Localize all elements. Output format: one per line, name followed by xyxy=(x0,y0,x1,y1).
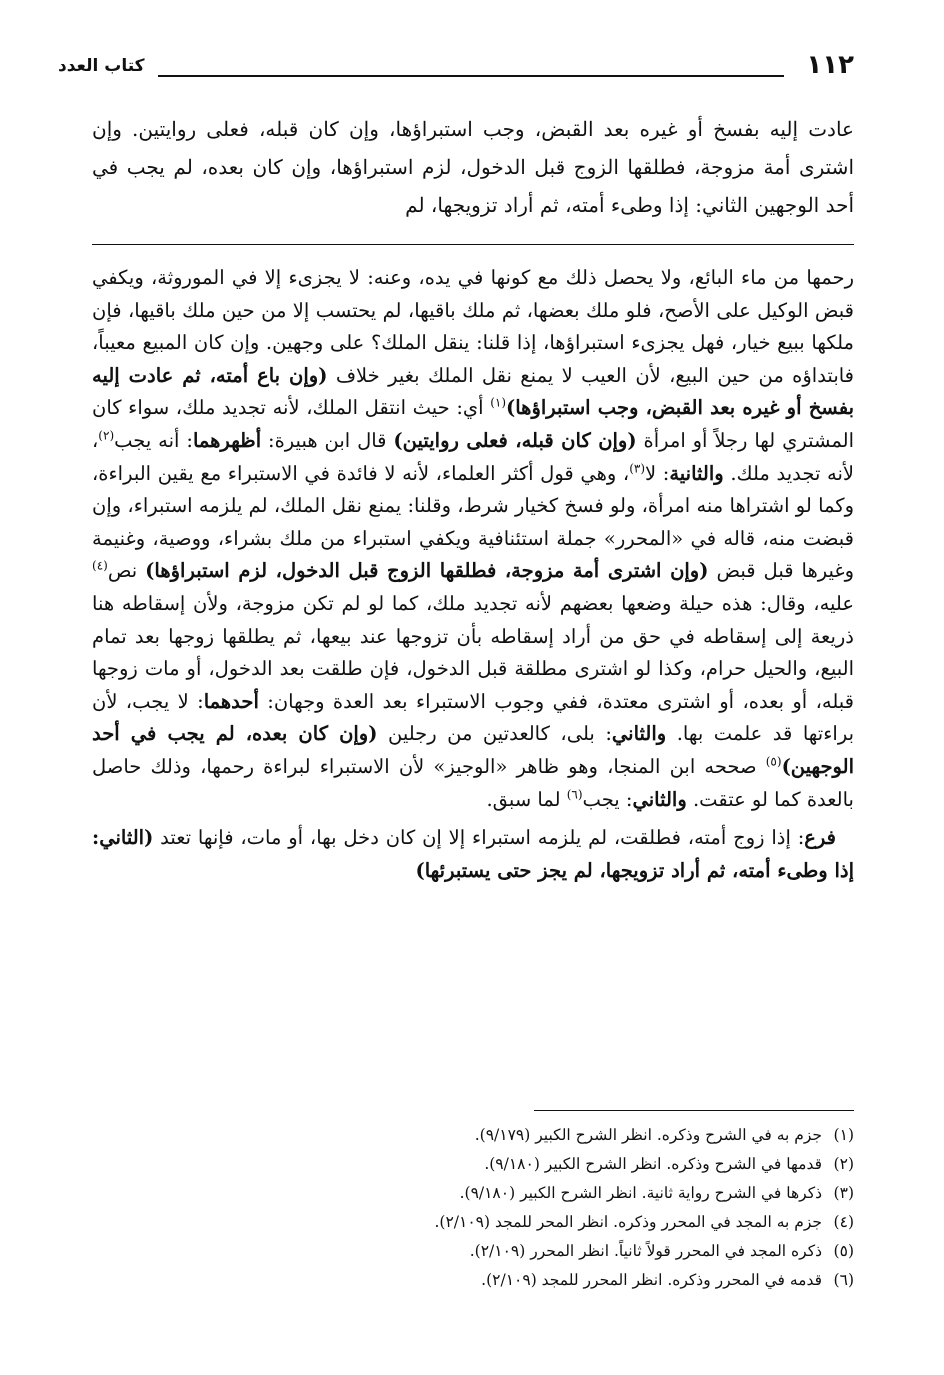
matn-quote: (وإن اشترى أمة مزوجة، فطلقها الزوج قبل الدخول، لزم استبراؤها) xyxy=(145,559,709,583)
book-title: كتاب العدد xyxy=(58,56,145,76)
matn-quote: (وإن كان قبله، فعلى روايتين) xyxy=(393,428,637,452)
footnote-number: (٢) xyxy=(833,1155,854,1173)
commentary-paragraph-2 xyxy=(92,822,854,887)
footnote-ref: (٦) xyxy=(566,787,583,801)
bold-term: والثاني xyxy=(611,722,667,746)
matn-text: عادت إليه بفسخ أو غيره بعد القبض، وجب استبراؤها، وإن كان قبله، فعلى روايتين. وإن اشترى أمة مزوجة، فطلقها الزوج قبل الدخول، لزم استبراؤها، وإن كان بعده، لم يجب في أحد الوجهين الثاني: إذا وطىء أمته، ثم أراد تزويجها، لم xyxy=(92,117,854,217)
text-run: : أنه يجب xyxy=(114,428,193,452)
footnote-number: (٦) xyxy=(833,1271,854,1289)
footnote-separator xyxy=(534,1110,854,1111)
footnote-ref: (٤) xyxy=(92,558,108,573)
footnote-text: جزم به في الشرح وذكره. انظر الشرح الكبير (٩/١٧٩). xyxy=(474,1126,822,1144)
text-run: صححه ابن المنجا، وهو ظاهر «الوجيز» لأن الاستبراء لبراءة رحمها، وذلك حاصل بالعدة كما لو عتقت. xyxy=(92,754,854,811)
footnotes xyxy=(154,1121,854,1295)
text-run: عليه، وقال: هذه حيلة وضعها بعضهم لأنه تجديد ملك، كما لو لم تكن مزوجة، ولأن إسقاطه هنا ذريعة إلى إسقاطه في حق من أراد إسقاطه بأن تزوجها عند بيعها، ثم يطلقها زوجها بعد تمام البيع، والحيل حرام، وكذا لو اشترى مطلقة قبل الدخول، فإن طلقت بعد الدخول، أو مات زوجها قبله، أو بعده، أو اشترى معتدة، ففي وجوب الاستبراء بعد العدة وجهان: xyxy=(92,591,854,713)
footnote-text: ذكرها في الشرح رواية ثانية. انظر الشرح الكبير (٩/١٨٠). xyxy=(459,1184,822,1202)
text-run: لما سبق. xyxy=(486,787,567,811)
text-run: قال ابن هبيرة: xyxy=(261,428,394,452)
text-run: ، وهي قول أكثر العلماء، لأنه لا فائدة في الاستبراء مع يقين البراءة، وكما لو اشتراها منه امرأة، ولو فسخ كخيار شرط، وقلنا: يمنع نقل الملك، لم يلزمه استبراء، وإن قبضت منه، قاله في «المحرر» جملة استئنافية ويكفي استبراء من ملك بشراء، ووصية، وغنيمة وغيرها قبل قبض xyxy=(92,461,855,583)
bold-term: أظهرهما xyxy=(192,428,262,452)
footnote-ref: (١) xyxy=(490,395,507,410)
footnote xyxy=(154,1121,854,1150)
bold-term: فرع xyxy=(804,826,836,850)
footnote xyxy=(154,1237,854,1266)
commentary xyxy=(92,262,854,887)
footnote-text: جزم به المجد في المحرر وذكره. انظر المحر للمجد (٢/١٠٩). xyxy=(434,1213,822,1231)
text-run: ، لأنه تجديد ملك. xyxy=(92,428,855,485)
footnote-text: قدمه في المحرر وذكره. انظر المحرر للمجد (٢/١٠٩). xyxy=(481,1271,822,1289)
footnote-number: (٤) xyxy=(833,1213,854,1231)
footnote-text: قدمها في الشرح وذكره. انظر الشرح الكبير (٩/١٨٠). xyxy=(484,1155,822,1173)
footnote-number: (١) xyxy=(833,1126,854,1144)
footnote xyxy=(154,1266,854,1295)
bold-term: والثانية xyxy=(669,461,724,485)
text-run: أي: حيث انتقل الملك، لأنه تجديد ملك، سواء كان المشتري لها رجلاً أو امرأة xyxy=(92,396,855,452)
footnote-text: ذكره المجد في المحرر قولاً ثانياً. انظر المحرر (٢/١٠٩). xyxy=(469,1242,822,1260)
text-run: : يجب xyxy=(582,787,633,811)
text-run: رحمها من ماء البائع، ولا يحصل ذلك مع كونها في يده، وعنه: لا يجزىء إلا في الموروثة، ويكفي قبض الوكيل على الأصح، فلو ملك بعضها، ثم ملك باقيها، لم يحتسب إلا من حين ملك باقيها، فإن ملكها ببيع خيار، فهل يجزىء استبراؤها، إذا قلنا: ينقل الملك؟ على وجهين. وإن كان المبيع معيباً، فابتداؤه من حين البيع، لأن العيب لا يمنع نقل الملك بغير خلاف xyxy=(92,266,855,387)
matn-quote: (وإن كان بعده، لم يجب في أحد الوجهين) xyxy=(92,722,854,778)
bold-term: والثاني xyxy=(632,787,687,811)
text-run: : إذا زوج أمته، فطلقت، لم يلزمه استبراء إلا إن كان دخل بها، أو مات، فإنها تعتد xyxy=(153,826,805,850)
header-rule xyxy=(158,75,784,77)
footnote-ref: (٢) xyxy=(98,428,115,443)
footnote xyxy=(154,1150,854,1179)
footnote-number: (٣) xyxy=(833,1184,854,1202)
text-run: : بلى، كالعدتين من رجلين xyxy=(377,722,612,746)
matn-quote: (الثاني: إذا وطىء أمته، ثم أراد تزويجها، لم يجز حتى يستبرئها) xyxy=(92,826,854,882)
matn-separator xyxy=(92,244,854,245)
footnote-number: (٥) xyxy=(833,1242,854,1260)
matn-quote: (وإن باع أمته، ثم عادت إليه بفسخ أو غيره بعد القبض، وجب استبراؤها) xyxy=(92,363,854,420)
bold-term: أحدهما xyxy=(203,689,259,713)
page-header xyxy=(58,50,854,84)
text-run: : لا يجب، لأن براءتها قد علمت بها. xyxy=(92,689,855,746)
page-number: ١١٢ xyxy=(806,50,854,80)
commentary-paragraph-1 xyxy=(92,262,854,816)
text-run: نص xyxy=(107,559,146,583)
text-run: : لا xyxy=(645,461,670,485)
footnote xyxy=(154,1179,854,1208)
footnote-ref: (٣) xyxy=(629,461,646,476)
footnote-ref: (٥) xyxy=(765,754,782,769)
footnote xyxy=(154,1208,854,1237)
